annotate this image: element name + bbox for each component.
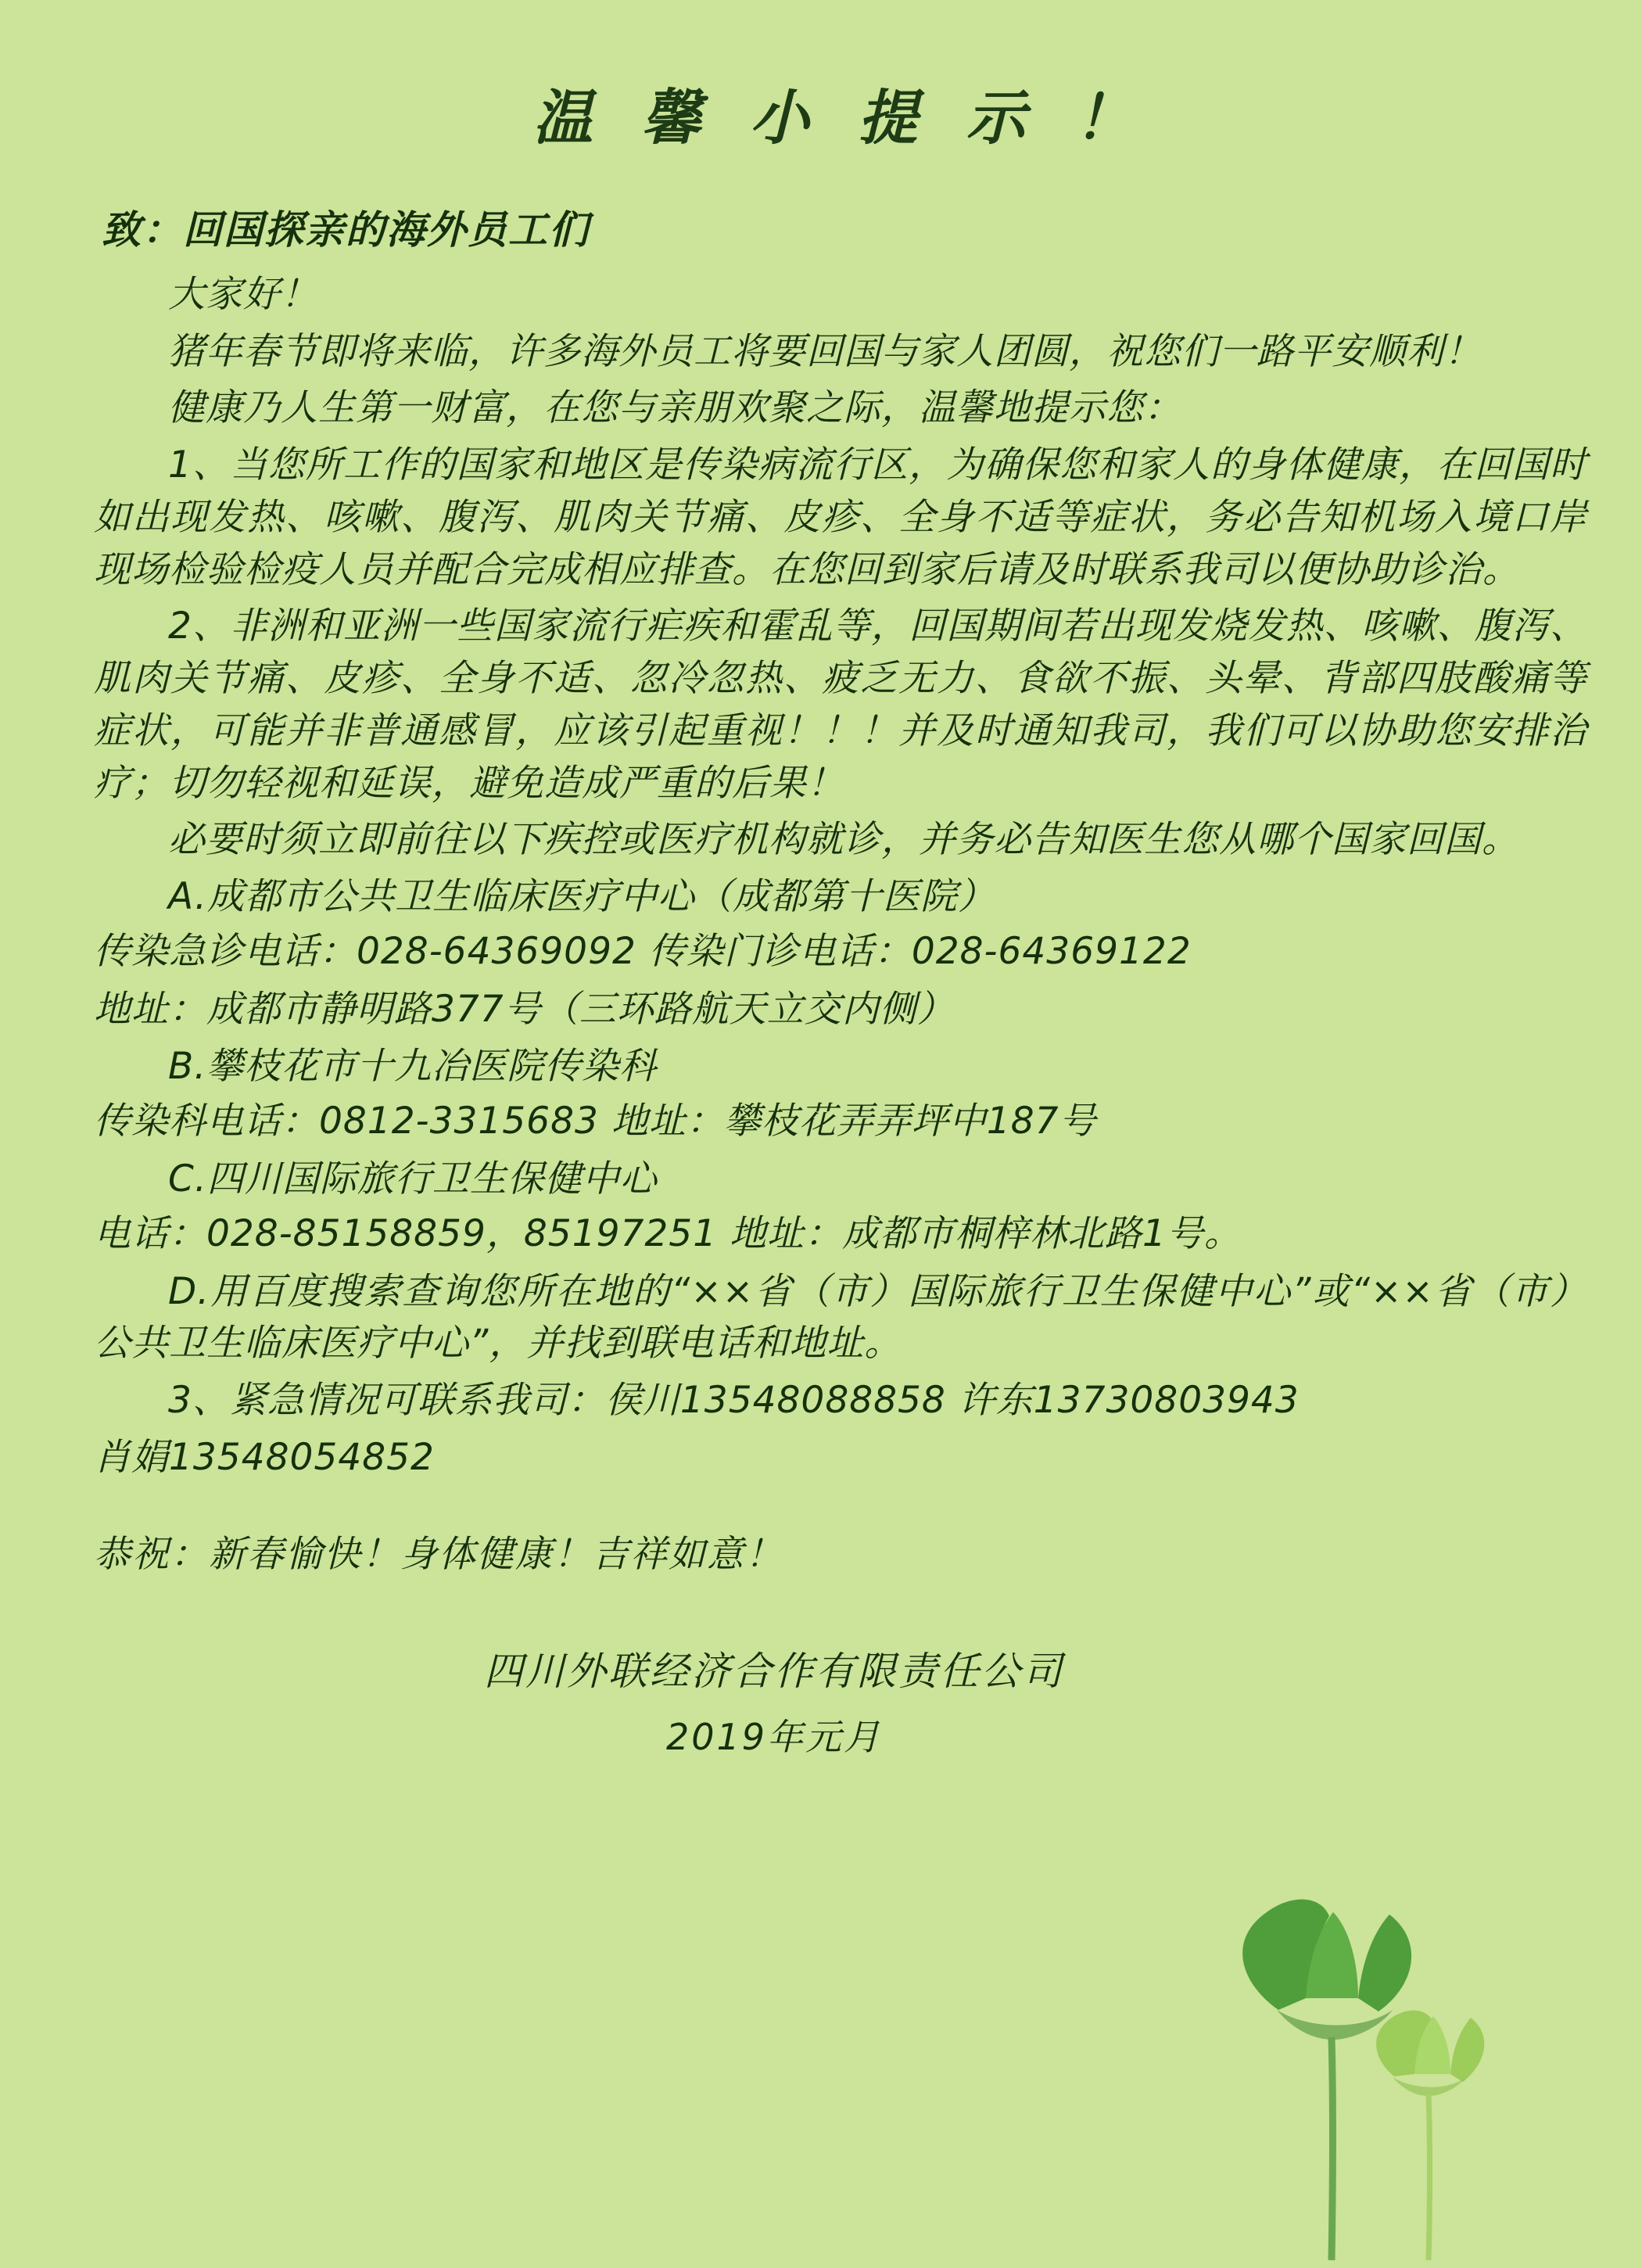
- spacer: [94, 1489, 1587, 1525]
- institution-a-address: 地址：成都市静明路377号（三环路航天立交内侧）: [94, 987, 955, 1031]
- institution-a-name: A.成都市公共卫生临床医疗中心（成都第十医院）: [168, 875, 995, 919]
- paragraph-item-1: 1、当您所工作的国家和地区是传染病流行区，为确保您和家人的身体健康，在回国时如出现发热、咳嗽、腹泻、肌肉关节痛、皮疹、全身不适等症状，务必告知机场入境口岸现场检验检疫人员并配合完成相应排查。在您回到家后请及时联系我司以便协助诊治。: [94, 443, 1587, 591]
- paragraph-greeting: 大家好！: [168, 273, 318, 316]
- salutation: 致：回国探亲的海外员工们: [102, 207, 590, 253]
- signature-block: [94, 1640, 1587, 1760]
- signature-company: 四川外联经济合作有限责任公司: [484, 1648, 1064, 1694]
- institution-b-name: B.攀枝花市十九冶医院传染科: [168, 1045, 658, 1089]
- paragraph-item-d: D.用百度搜索查询您所在地的“××省（市）国际旅行卫生保健中心”或“××省（市）公共卫生临床医疗中心”，并找到联电话和地址。: [94, 1269, 1587, 1365]
- paragraph-health-lead: 健康乃人生第一财富，在您与亲朋欢聚之际，温馨地提示您：: [168, 386, 1181, 430]
- institution-a-contact: 传染急诊电话：028-64369092 传染门诊电话：028-64369122: [94, 929, 1192, 973]
- paragraph-intro: 猪年春节即将来临，许多海外员工将要回国与家人团圆，祝您们一路平安顺利！: [168, 329, 1482, 373]
- emergency-contacts-line-2: 肖娟13548054852: [94, 1435, 435, 1479]
- emergency-contacts-line-1: 3、紧急情况可联系我司：侯川13548088858 许东13730803943: [168, 1379, 1300, 1423]
- closing-greeting: 恭祝：新春愉快！身体健康！吉祥如意！: [94, 1532, 783, 1576]
- institution-b-contact: 传染科电话：0812-3315683 地址：攀枝花弄弄坪中187号: [94, 1100, 1097, 1143]
- page-title: 温 馨 小 提 示 ！: [532, 83, 1149, 153]
- paragraph-item-2: 2、非洲和亚洲一些国家流行疟疾和霍乱等，回国期间若出现发烧发热、咳嗽、腹泻、肌肉关节痛、皮疹、全身不适、忽冷忽热、疲乏无力、食欲不振、头晕、背部四肢酸痛等症状，可能并非普通感冒，应该引起重视！！！并及时通知我司，我们可以协助您安排治疗；切勿轻视和延误，避免造成严重的后果！: [94, 605, 1587, 805]
- signature-date: 2019年元月: [665, 1715, 883, 1758]
- institution-c-contact: 电话：028-85158859，85197251 地址：成都市桐梓林北路1号。: [94, 1211, 1242, 1255]
- paragraph-seek-care: 必要时须立即前往以下疾控或医疗机构就诊，并务必告知医生您从哪个国家回国。: [168, 818, 1519, 862]
- institution-c-name: C.四川国际旅行卫生保健中心: [168, 1157, 658, 1201]
